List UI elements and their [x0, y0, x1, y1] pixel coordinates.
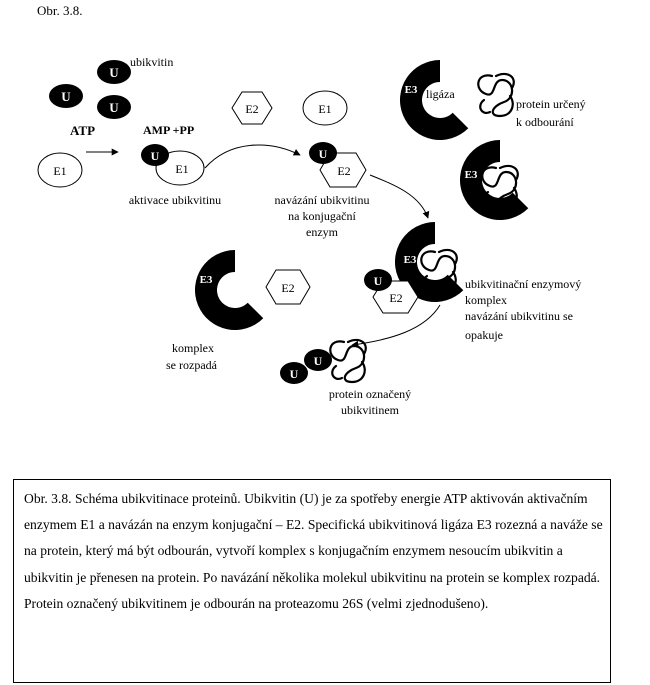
ubiquitination-complex [364, 222, 463, 313]
svg-text:U: U [109, 65, 119, 80]
protein-label-line2: k odbourání [516, 115, 574, 129]
caption-box [13, 479, 611, 683]
svg-text:E2: E2 [281, 281, 295, 295]
e1-ubiquitin-complex [141, 144, 204, 185]
svg-text:U: U [289, 367, 299, 381]
svg-text:E1: E1 [175, 162, 189, 176]
e1-enzyme-free-top [303, 91, 347, 125]
ligaza-label: ligáza [426, 87, 455, 101]
e2-enzyme-released [266, 270, 310, 304]
svg-text:U: U [318, 147, 328, 161]
navazani-label-line3: enzym [306, 225, 338, 239]
svg-text:U: U [150, 149, 160, 163]
svg-text:U: U [61, 89, 71, 104]
oznaceny-label-line1: protein označený [328, 387, 412, 401]
e2-ubiquitin-complex [309, 142, 366, 187]
free-ubiquitin-2 [49, 84, 83, 108]
figure-label: Obr. 3.8. [37, 3, 83, 18]
rozpad-label-line1: komplex [172, 341, 214, 355]
ubikvitin-label: ubikvitin [130, 55, 174, 69]
svg-text:E1: E1 [318, 102, 332, 116]
navazani-label-line1: navázání ubikvitinu [274, 193, 370, 207]
binding-arrow [370, 175, 428, 218]
svg-text:E1: E1 [53, 164, 67, 178]
atp-label: ATP [70, 123, 96, 138]
e3-ligase-released [195, 250, 263, 330]
svg-text:U: U [109, 100, 119, 115]
figure-caption: Obr. 3.8. Schéma ubikvitinace proteinů. Ubikvitin (U) je za spotřeby energie ATP aktivován aktivačním enzymem E1 a navázán na enzym konjugační – E2. Specifická ubikvitinová ligáza E3 rozezná a naváže se na protein, který má být odbourán, vytvoří komplex s konjugačním enzymem nesoucím ubikvitin a ubikvitin je přenesen na protein. Po navázání několika molekul ubikvitinu na protein se komplex rozpadá. Protein označený ubikvitinem je odbourán na proteazomu 26S (velmi zjednodušeno). [24, 491, 603, 611]
e3-protein-complex [460, 140, 528, 220]
svg-text:U: U [373, 274, 383, 288]
amp-pp-label: AMP +PP [143, 123, 195, 137]
e2-enzyme-free-top [232, 92, 272, 124]
svg-text:E2: E2 [245, 102, 259, 116]
svg-text:E2: E2 [337, 164, 351, 178]
svg-text:E2: E2 [389, 291, 403, 305]
aktivace-label: aktivace ubikvitinu [128, 193, 222, 207]
navazani-label-line2: na konjugační [288, 209, 356, 223]
e1-enzyme-free [38, 153, 82, 187]
transfer-arrow-e1-e2 [205, 145, 300, 168]
protein-label-line1: protein určený [516, 97, 586, 111]
svg-text:E3: E3 [404, 84, 418, 96]
komplex-label-line2: komplex [465, 293, 507, 307]
svg-text:E3: E3 [199, 274, 213, 286]
svg-text:E3: E3 [403, 254, 417, 266]
oznaceny-label-line2: ubikvitinem [341, 403, 399, 417]
rozpad-label-line2: se rozpadá [166, 358, 217, 372]
svg-text:U: U [313, 354, 323, 368]
komplex-label-line3: navázání ubikvitinu se [465, 309, 573, 323]
target-protein [478, 74, 514, 116]
komplex-label-line4: opakuje [465, 328, 503, 342]
free-ubiquitin-1 [97, 60, 131, 84]
komplex-label-line1: ubikvitinační enzymový [465, 277, 582, 291]
svg-text:E3: E3 [464, 169, 478, 181]
ubiquitinated-protein [280, 340, 366, 384]
free-ubiquitin-3 [97, 95, 131, 119]
